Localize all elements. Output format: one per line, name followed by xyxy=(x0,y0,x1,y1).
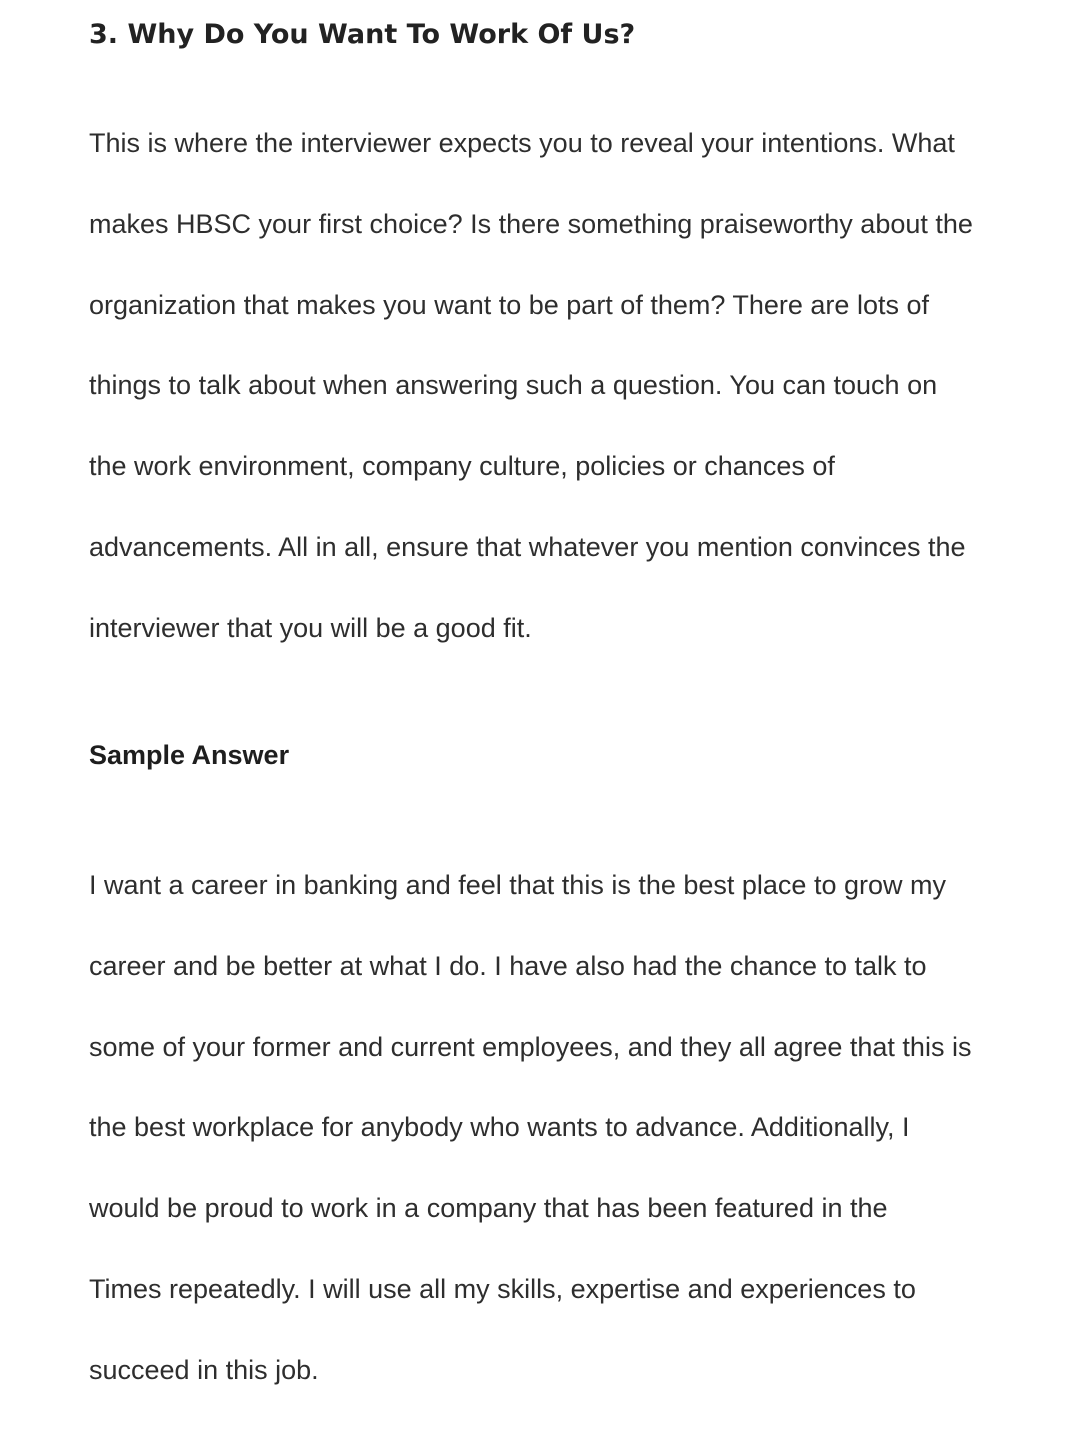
paragraph-line: would be proud to work in a company that has been featured in the xyxy=(89,1193,888,1224)
paragraph-line: the work environment, company culture, policies or chances of xyxy=(89,451,835,482)
paragraph-line: things to talk about when answering such a question. You can touch on xyxy=(89,370,938,401)
paragraph-line: advancements. All in all, ensure that whatever you mention convinces the xyxy=(89,531,966,562)
sample-answer-heading: Sample Answer xyxy=(89,740,290,770)
paragraph-line: some of your former and current employees, and they all agree that this is xyxy=(89,1031,972,1062)
paragraph-line: career and be better at what I do. I have also had the chance to talk to xyxy=(89,950,927,981)
question-heading: 3. Why Do You Want To Work Of Us? xyxy=(89,19,636,50)
intro-paragraph xyxy=(89,103,1049,669)
paragraph-line: succeed in this job. xyxy=(89,1354,319,1385)
paragraph-line: makes HBSC your first choice? Is there something praiseworthy about the xyxy=(89,208,973,239)
paragraph-line: interviewer that you will be a good fit. xyxy=(89,612,532,643)
paragraph-line: I want a career in banking and feel that this is the best place to grow my xyxy=(89,870,946,900)
paragraph-line: the best workplace for anybody who wants to advance. Additionally, I xyxy=(89,1112,910,1143)
paragraph-line: organization that makes you want to be part of them? There are lots of xyxy=(89,289,929,320)
paragraph-line: Times repeatedly. I will use all my skills, expertise and experiences to xyxy=(89,1273,916,1304)
paragraph-line: This is where the interviewer expects you to reveal your intentions. What xyxy=(89,128,955,158)
sample-answer-paragraph xyxy=(89,845,1049,1411)
